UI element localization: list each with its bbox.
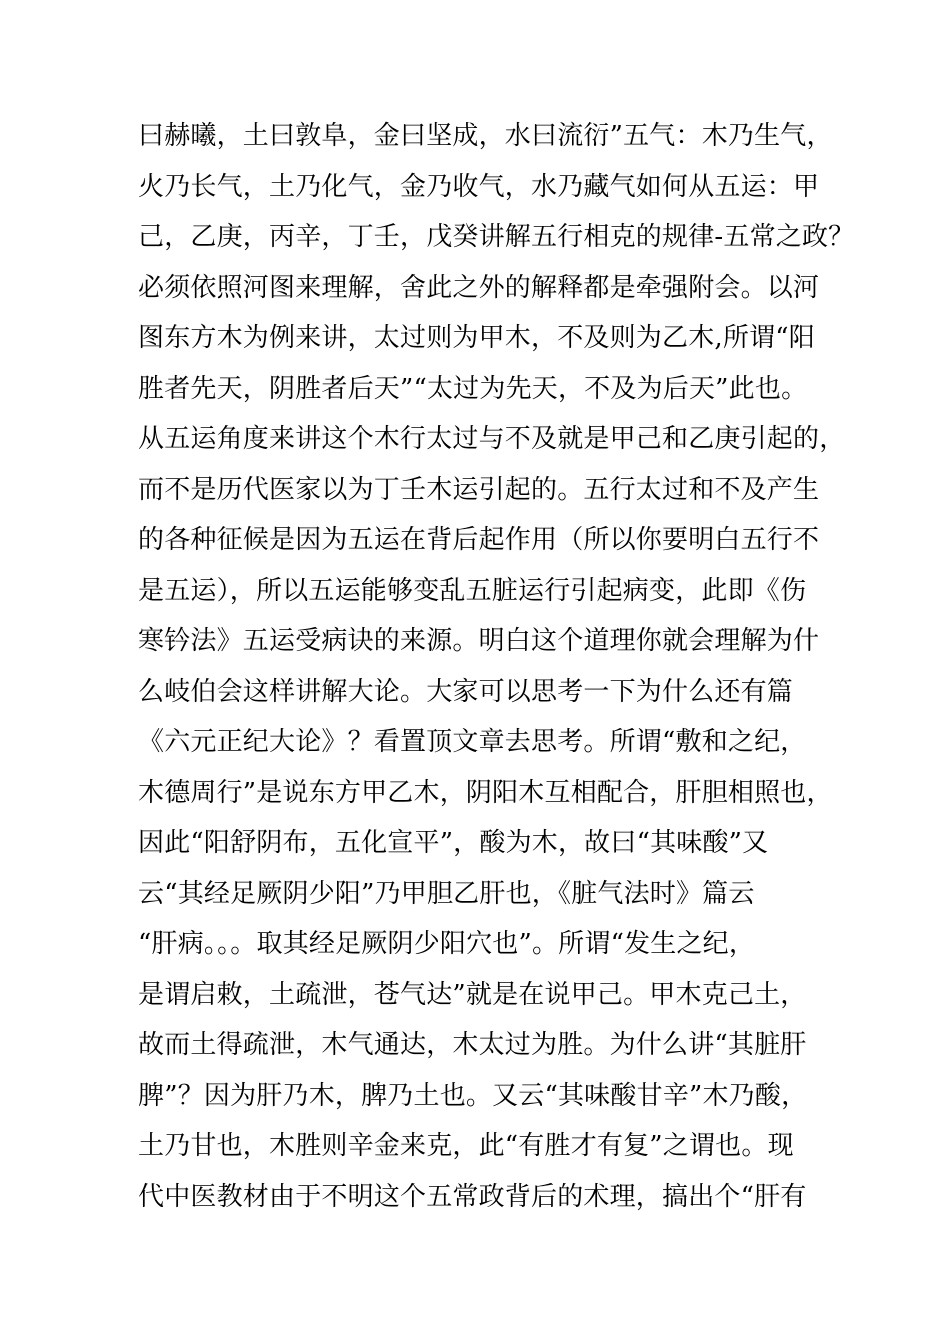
text-line: 脾”？因为肝乃木，脾乃土也。又云“其味酸甘辛”木乃酸， <box>138 1080 808 1111</box>
text-line: 己，乙庚，丙辛，丁壬，戊癸讲解五行相克的规律-五常之政？ <box>138 222 855 252</box>
text-line: 图东方木为例来讲，太过则为甲木，不及则为乙木,所谓“阳 <box>138 323 815 353</box>
text-line: 从五运角度来讲这个木行太过与不及就是甲己和乙庚引起的， <box>138 424 846 454</box>
text-line: 么岐伯会这样讲解大论。大家可以思考一下为什么还有篇 <box>138 676 794 707</box>
text-line: 故而土得疏泄，木气通达，木太过为胜。为什么讲“其脏肝 <box>138 1030 807 1060</box>
text-line: 云“其经足厥阴少阳”乃甲胆乙肝也，《脏气法时》篇云 <box>138 878 755 909</box>
text-line: 胜者先天，阴胜者后天”“太过为先天，不及为后天”此也。 <box>138 373 808 404</box>
text-line: 因此“阳舒阴布，五化宣平”，酸为木，故曰“其味酸”又 <box>138 828 769 858</box>
text-line: 火乃长气，土乃化气，金乃收气，水乃藏气如何从五运：甲 <box>138 171 820 202</box>
text-line: 代中医教材由于不明这个五常政背后的术理，搞出个“肝有 <box>138 1181 807 1212</box>
text-line: 是五运），所以五运能够变乱五脏运行引起病变，此即《伤 <box>138 575 807 606</box>
text-line: 寒钤法》五运受病诀的来源。明白这个道理你就会理解为什 <box>138 626 820 656</box>
text-line: 是谓启敕，土疏泄，苍气达”就是在说甲己。甲木克己土， <box>138 979 807 1010</box>
text-line: “肝病。。。取其经足厥阴少阳穴也”。所谓“发生之纪， <box>138 929 756 959</box>
text-line: 必须依照河图来理解，舍此之外的解释都是牵强附会。以河 <box>138 272 820 303</box>
text-line: 的各种征候是因为五运在背后起作用（所以你要明白五行不 <box>138 525 820 555</box>
body-text <box>138 111 855 1222</box>
text-line: 《六元正纪大论》？看置顶文章去思考。所谓“敷和之纪， <box>138 727 807 757</box>
text-line: 木德周行”是说东方甲乙木，阴阳木互相配合，肝胆相照也， <box>138 777 833 808</box>
text-line: 而不是历代医家以为丁壬木运引起的。五行太过和不及产生 <box>138 474 820 505</box>
text-line: 曰赫曦，土曰敦阜，金曰坚成，水曰流衍”五气：木乃生气， <box>138 121 833 151</box>
text-line: 土乃甘也，木胜则辛金来克，此“有胜才有复”之谓也。现 <box>138 1131 794 1161</box>
